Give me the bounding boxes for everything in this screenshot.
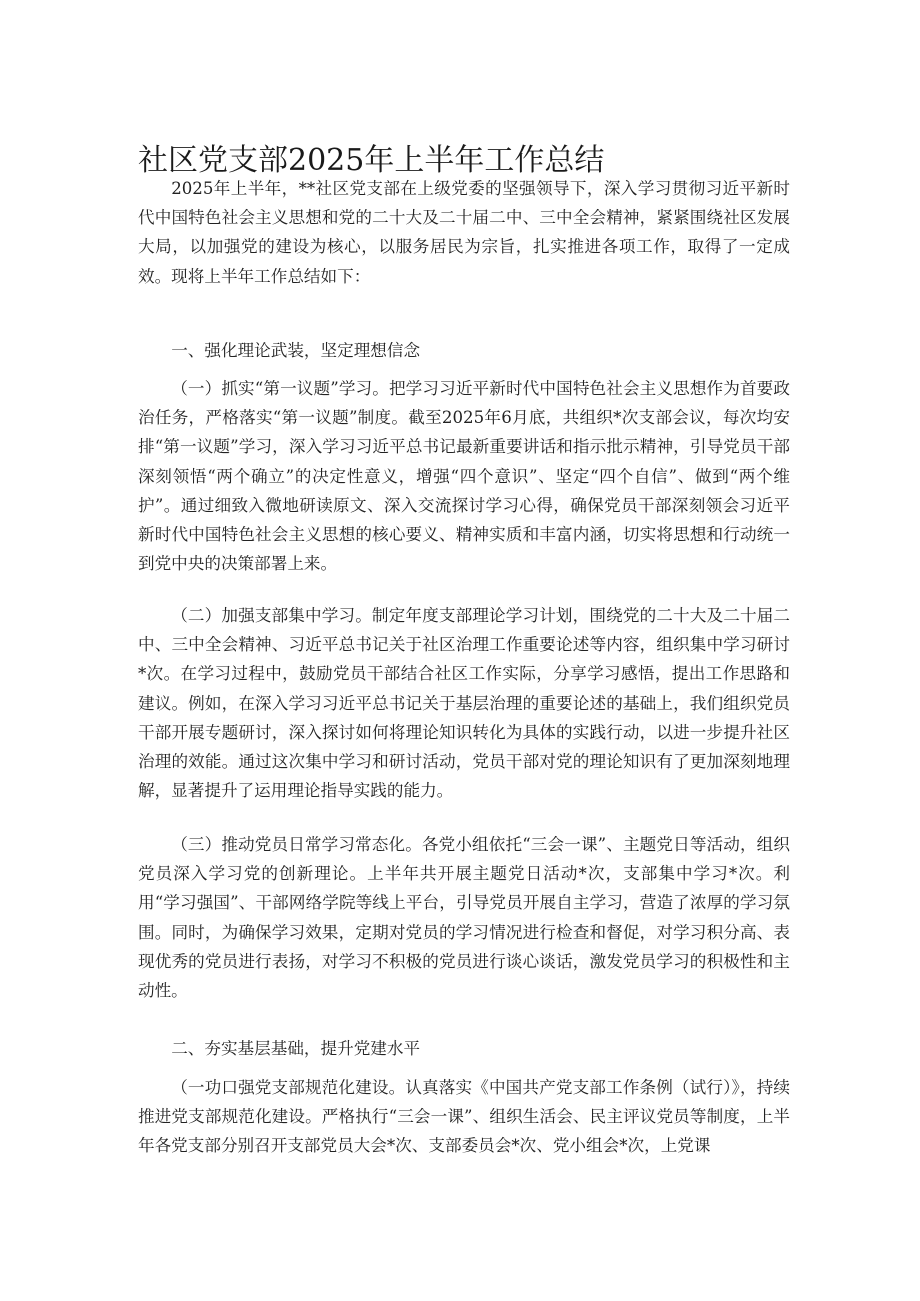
paragraph-1-3: （三）推动党员日常学习常态化。各党小组依托“三会一课”、主题党日等活动，组织党员深入学习党的创新理论。上半年共开展主题党日活动*次，支部集中学习*次。利用“学习强国”、干部网络学院等线上平台，引导党员开展自主学习，营造了浓厚的学习氛围。同时，为确保学习效果，定期对党员的学习情况进行检查和督促，对学习积分高、表现优秀的党员进行表扬，对学习不积极的党员进行谈心谈话，激发党员学习的积极性和主动性。 [138, 835, 790, 1001]
intro-paragraph: 2025年上半年，**社区党支部在上级党委的坚强领导下，深入学习贯彻习近平新时代中国特色社会主义思想和党的二十大及二十届二中、三中全会精神，紧紧围绕社区发展大局，以加强党的建设为核心，以服务居民为宗旨，扎实推进各项工作，取得了一定成效。现将上半年工作总结如下： [138, 179, 790, 286]
paragraph-1-2: （二）加强支部集中学习。制定年度支部理论学习计划，围绕党的二十大及二十届二中、三中全会精神、习近平总书记关于社区治理工作重要论述等内容，组织集中学习研讨*次。在学习过程中，鼓励党员干部结合社区工作实际，分享学习感悟，提出工作思路和建议。例如，在深入学习习近平总书记关于基层治理的重要论述的基础上，我们组织党员干部开展专题研讨，深入探讨如何将理论知识转化为具体的实践行动，以进一步提升社区治理的效能。通过这次集中学习和研讨活动，党员干部对党的理论知识有了更加深刻地理解，显著提升了运用理论指导实践的能力。 [138, 606, 790, 801]
paragraph-2-1: （一功口强党支部规范化建设。认真落实《中国共产党支部工作条例（试行）》，持续推进党支部规范化建设。严格执行“三会一课”、组织生活会、民主评议党员等制度，上半年各党支部分别召开支部党员大会*次、支部委员会*次、党小组会*次，上党课 [138, 1078, 790, 1156]
document-title: 社区党支部2025年上半年工作总结 [138, 143, 605, 178]
paragraph-1-1: （一）抓实“第一议题”学习。把学习习近平新时代中国特色社会主义思想作为首要政治任务，严格落实“第一议题”制度。截至2025年6月底，共组织*次支部会议，每次均安排“第一议题”学习，深入学习习近平总书记最新重要讲话和指示批示精神，引导党员干部深刻领悟“两个确立”的决定性意义，增强“四个意识”、坚定“四个自信”、做到“两个维护”。通过细致入微地研读原文、深入交流探讨学习心得，确保党员干部深刻领会习近平新时代中国特色社会主义思想的核心要义、精神实质和丰富内涵，切实将思想和行动统一到党中央的决策部署上来。 [138, 379, 790, 574]
section-heading-1: 一、强化理论武装，坚定理想信念 [171, 341, 421, 360]
section-heading-2: 二、夯实基层基础，提升党建水平 [171, 1039, 421, 1058]
